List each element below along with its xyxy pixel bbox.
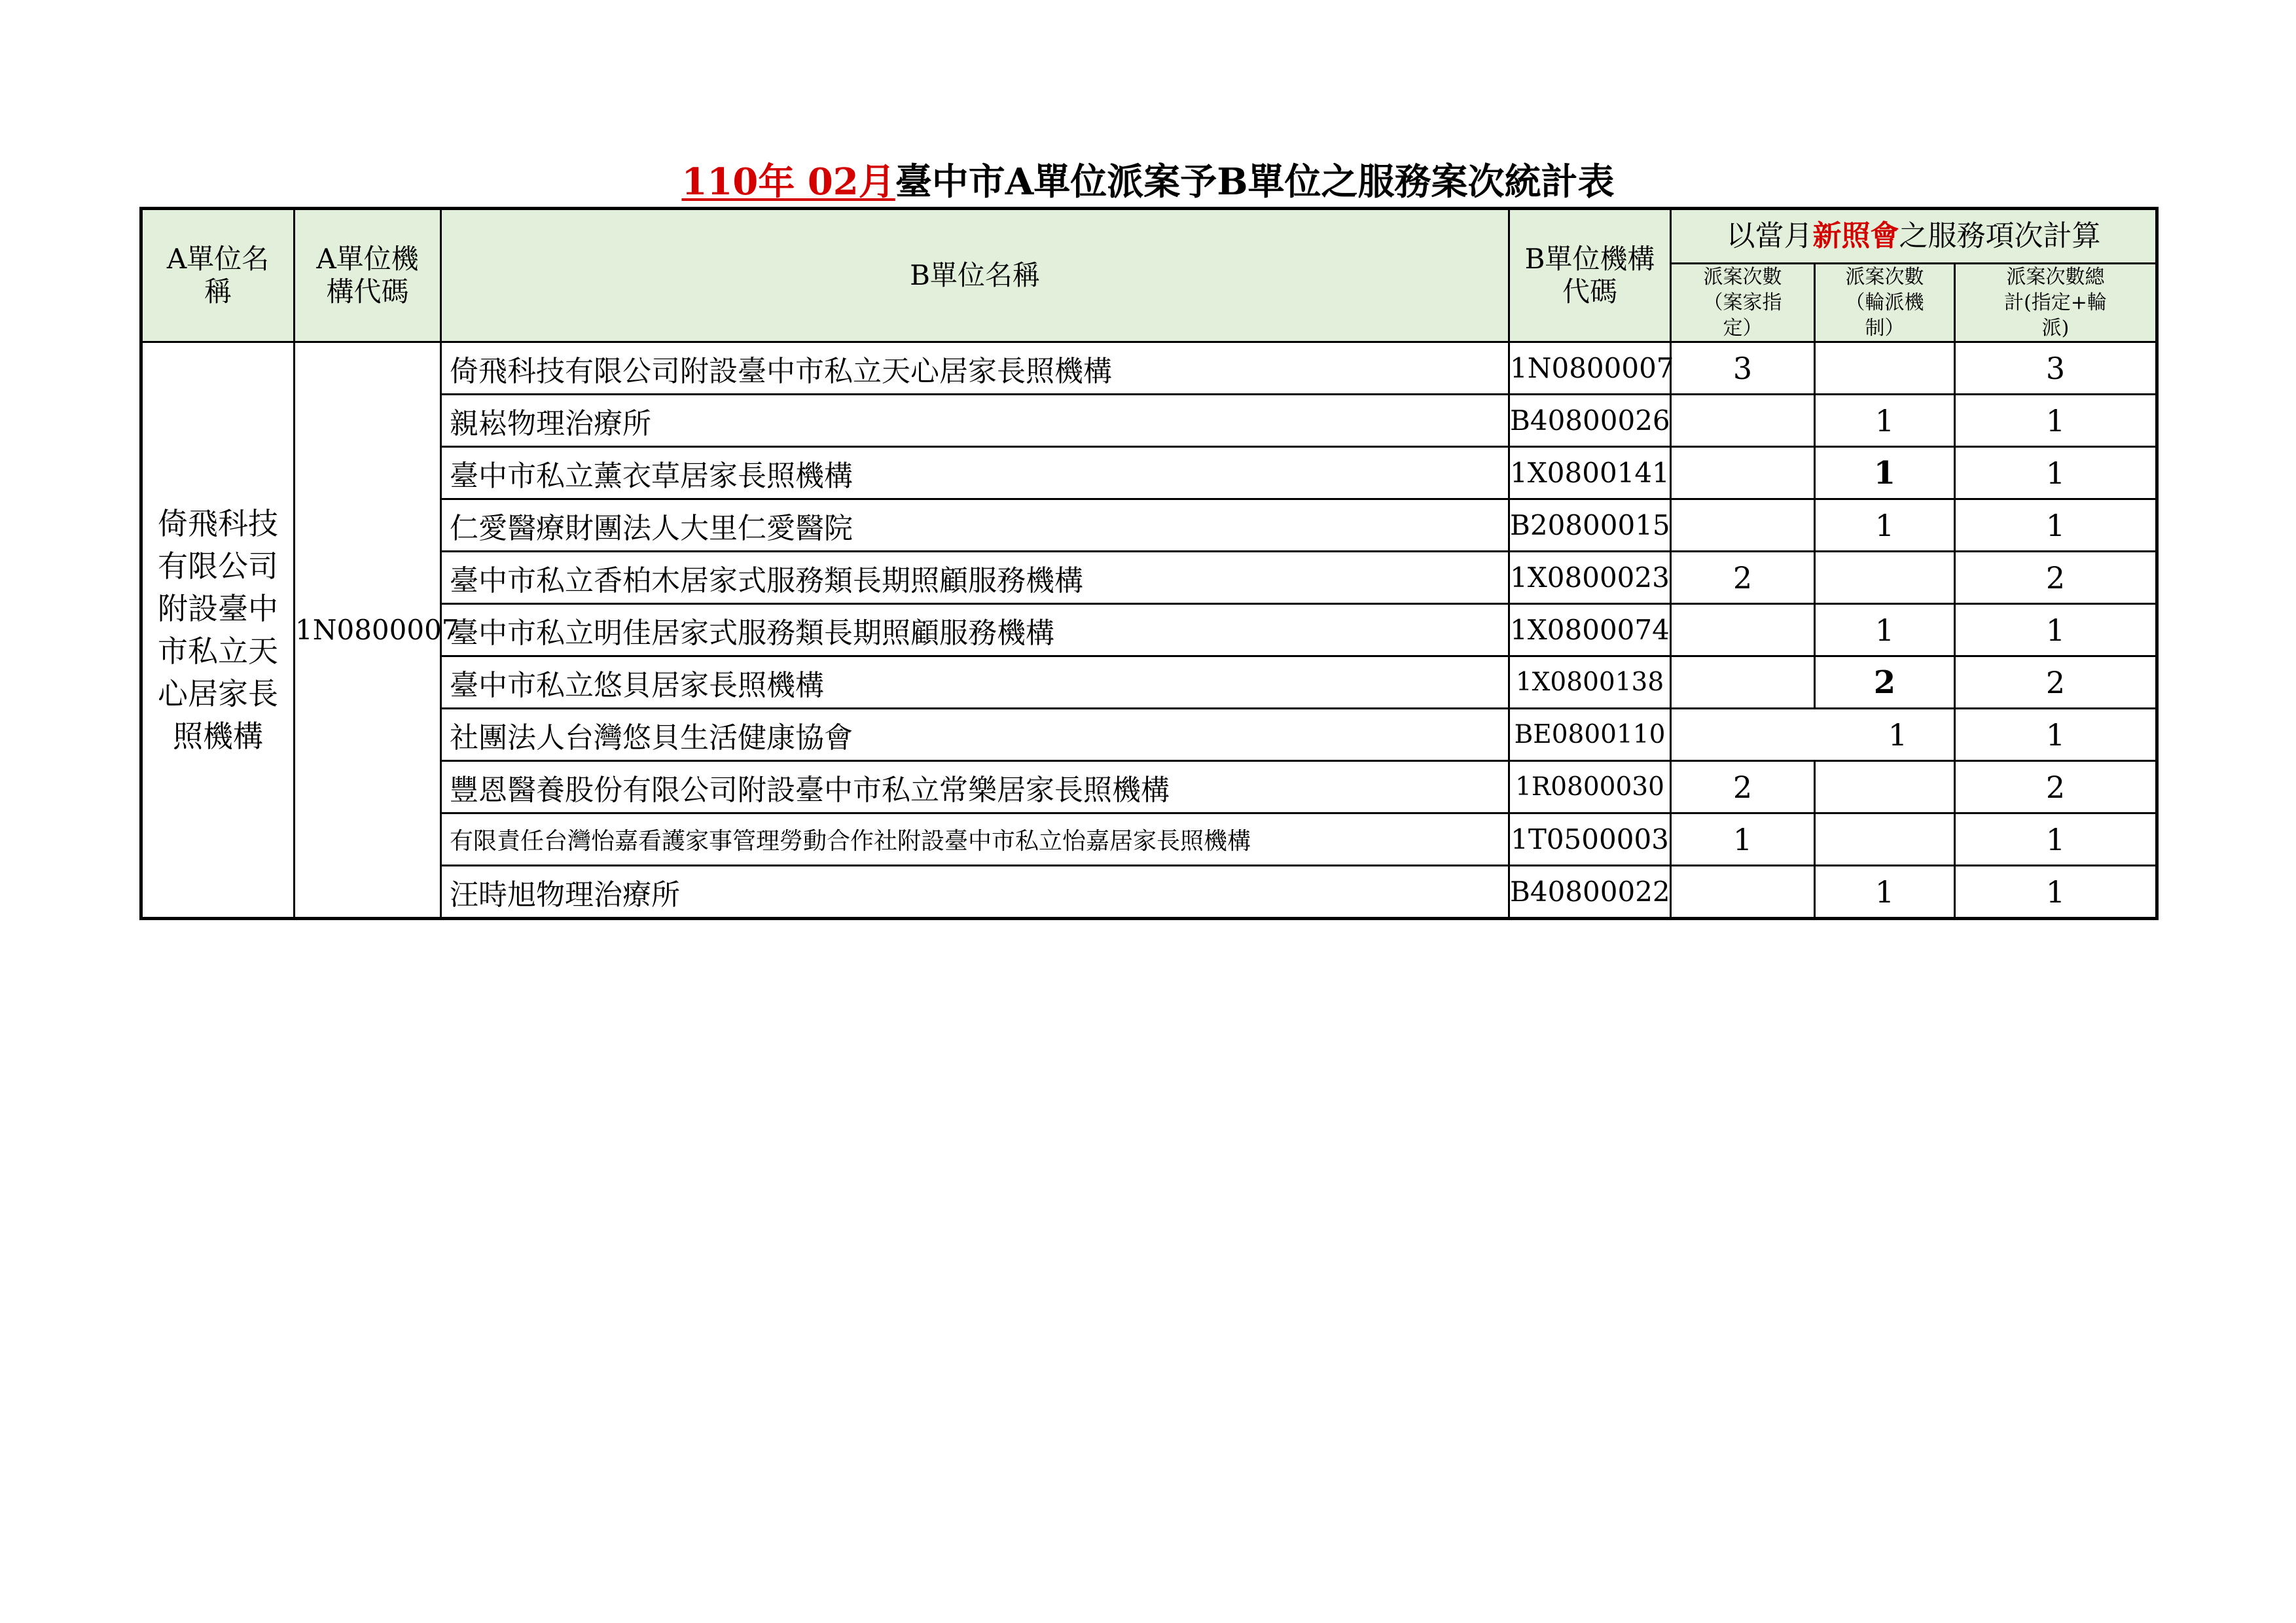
assigned-count-cell <box>1671 395 1815 447</box>
table-row <box>141 499 2157 552</box>
b-unit-name-cell: 有限責任台灣怡嘉看護家事管理勞動合作社附設臺中市私立怡嘉居家長照機構 <box>441 813 1509 866</box>
total-count-cell: 1 <box>1955 604 2157 656</box>
header-a-unit-name: A單位名稱 <box>141 209 295 342</box>
a-unit-code-cell: 1N0800007 <box>295 342 441 919</box>
assigned-count-cell <box>1671 866 1815 919</box>
b-unit-code-cell: B40800022 <box>1509 866 1671 919</box>
b-unit-code-cell: 1X0800138 <box>1509 656 1671 709</box>
total-count-cell: 2 <box>1955 552 2157 604</box>
table-row <box>141 395 2157 447</box>
b-unit-code-cell: 1X0800023 <box>1509 552 1671 604</box>
header-a-unit-code: A單位機構代碼 <box>295 209 441 342</box>
header-rotation-count: 派案次數（輪派機制） <box>1815 264 1955 342</box>
assigned-count-cell: 2 <box>1671 552 1815 604</box>
total-count-cell: 1 <box>1955 866 2157 919</box>
title-period: 110年 02月 <box>681 160 895 204</box>
table-row <box>141 447 2157 499</box>
rotation-count-cell: 1 <box>1815 866 1955 919</box>
b-unit-name-cell: 臺中市私立薰衣草居家長照機構 <box>441 447 1509 499</box>
total-count-cell: 3 <box>1955 342 2157 395</box>
header-assigned-count: 派案次數（案家指定） <box>1671 264 1815 342</box>
b-unit-name-cell: 臺中市私立悠貝居家長照機構 <box>441 656 1509 709</box>
header-group-prefix: 以當月 <box>1726 219 1813 253</box>
b-unit-name-cell: 汪時旭物理治療所 <box>441 866 1509 919</box>
table-row <box>141 342 2157 395</box>
header-total-count: 派案次數總計(指定+輪派) <box>1955 264 2157 342</box>
assigned-count-cell <box>1671 656 1815 709</box>
b-unit-code-cell: 1X0800141 <box>1509 447 1671 499</box>
title-text: 臺中市A單位派案予B單位之服務案次統計表 <box>895 160 1615 204</box>
b-unit-name-cell: 豐恩醫養股份有限公司附設臺中市私立常樂居家長照機構 <box>441 761 1509 813</box>
rotation-count-cell: 2 <box>1815 656 1955 709</box>
assigned-count-cell: 3 <box>1671 342 1815 395</box>
header-group-highlight: 新照會 <box>1812 219 1899 253</box>
rotation-count-cell <box>1815 813 1955 866</box>
rotation-count-cell: 1 <box>1815 447 1955 499</box>
b-unit-code-cell: 1N0800007 <box>1509 342 1671 395</box>
table-row <box>141 656 2157 709</box>
header-b-unit-code: B單位機構代碼 <box>1509 209 1671 342</box>
total-count-cell: 1 <box>1955 447 2157 499</box>
assigned-count-cell <box>1671 447 1815 499</box>
a-unit-name-cell: 倚飛科技有限公司附設臺中市私立天心居家長照機構 <box>141 342 295 919</box>
total-count-cell: 1 <box>1955 709 2157 761</box>
b-unit-name-cell: 社團法人台灣悠貝生活健康協會 <box>441 709 1509 761</box>
b-unit-code-cell: 1R0800030 <box>1509 761 1671 813</box>
assigned-count-cell <box>1671 499 1815 552</box>
b-unit-code-cell: B20800015 <box>1509 499 1671 552</box>
b-unit-code-cell: 1T0500003 <box>1509 813 1671 866</box>
total-count-cell: 2 <box>1955 761 2157 813</box>
b-unit-name-cell: 仁愛醫療財團法人大里仁愛醫院 <box>441 499 1509 552</box>
b-unit-name-cell: 臺中市私立香柏木居家式服務類長期照顧服務機構 <box>441 552 1509 604</box>
total-count-cell: 1 <box>1955 395 2157 447</box>
total-count-cell: 1 <box>1955 499 2157 552</box>
assigned-count-cell: 1 <box>1671 813 1815 866</box>
rotation-count-cell <box>1815 342 1955 395</box>
rotation-count-cell <box>1815 552 1955 604</box>
merged-count-cell <box>1671 709 1955 761</box>
assigned-count-cell <box>1671 604 1815 656</box>
b-unit-code-cell: 1X0800074 <box>1509 604 1671 656</box>
statistics-table <box>139 207 2159 920</box>
table-row <box>141 813 2157 866</box>
assigned-count-cell: 2 <box>1671 761 1815 813</box>
table-row <box>141 761 2157 813</box>
table-row <box>141 709 2157 761</box>
header-group-suffix: 之服務項次計算 <box>1899 219 2101 253</box>
rotation-count-cell: 1 <box>1888 717 1908 753</box>
rotation-count-cell: 1 <box>1815 499 1955 552</box>
b-unit-name-cell: 親崧物理治療所 <box>441 395 1509 447</box>
b-unit-name-cell: 倚飛科技有限公司附設臺中市私立天心居家長照機構 <box>441 342 1509 395</box>
table-row <box>141 552 2157 604</box>
rotation-count-cell <box>1815 761 1955 813</box>
b-unit-code-cell: B40800026 <box>1509 395 1671 447</box>
table-row <box>141 866 2157 919</box>
rotation-count-cell: 1 <box>1815 604 1955 656</box>
b-unit-name-cell: 臺中市私立明佳居家式服務類長期照顧服務機構 <box>441 604 1509 656</box>
total-count-cell: 2 <box>1955 656 2157 709</box>
header-b-unit-name: B單位名稱 <box>441 209 1509 342</box>
header-count-group <box>1671 209 2157 264</box>
total-count-cell: 1 <box>1955 813 2157 866</box>
page-title <box>0 156 2296 208</box>
rotation-count-cell: 1 <box>1815 395 1955 447</box>
b-unit-code-cell: BE0800110 <box>1509 709 1671 761</box>
